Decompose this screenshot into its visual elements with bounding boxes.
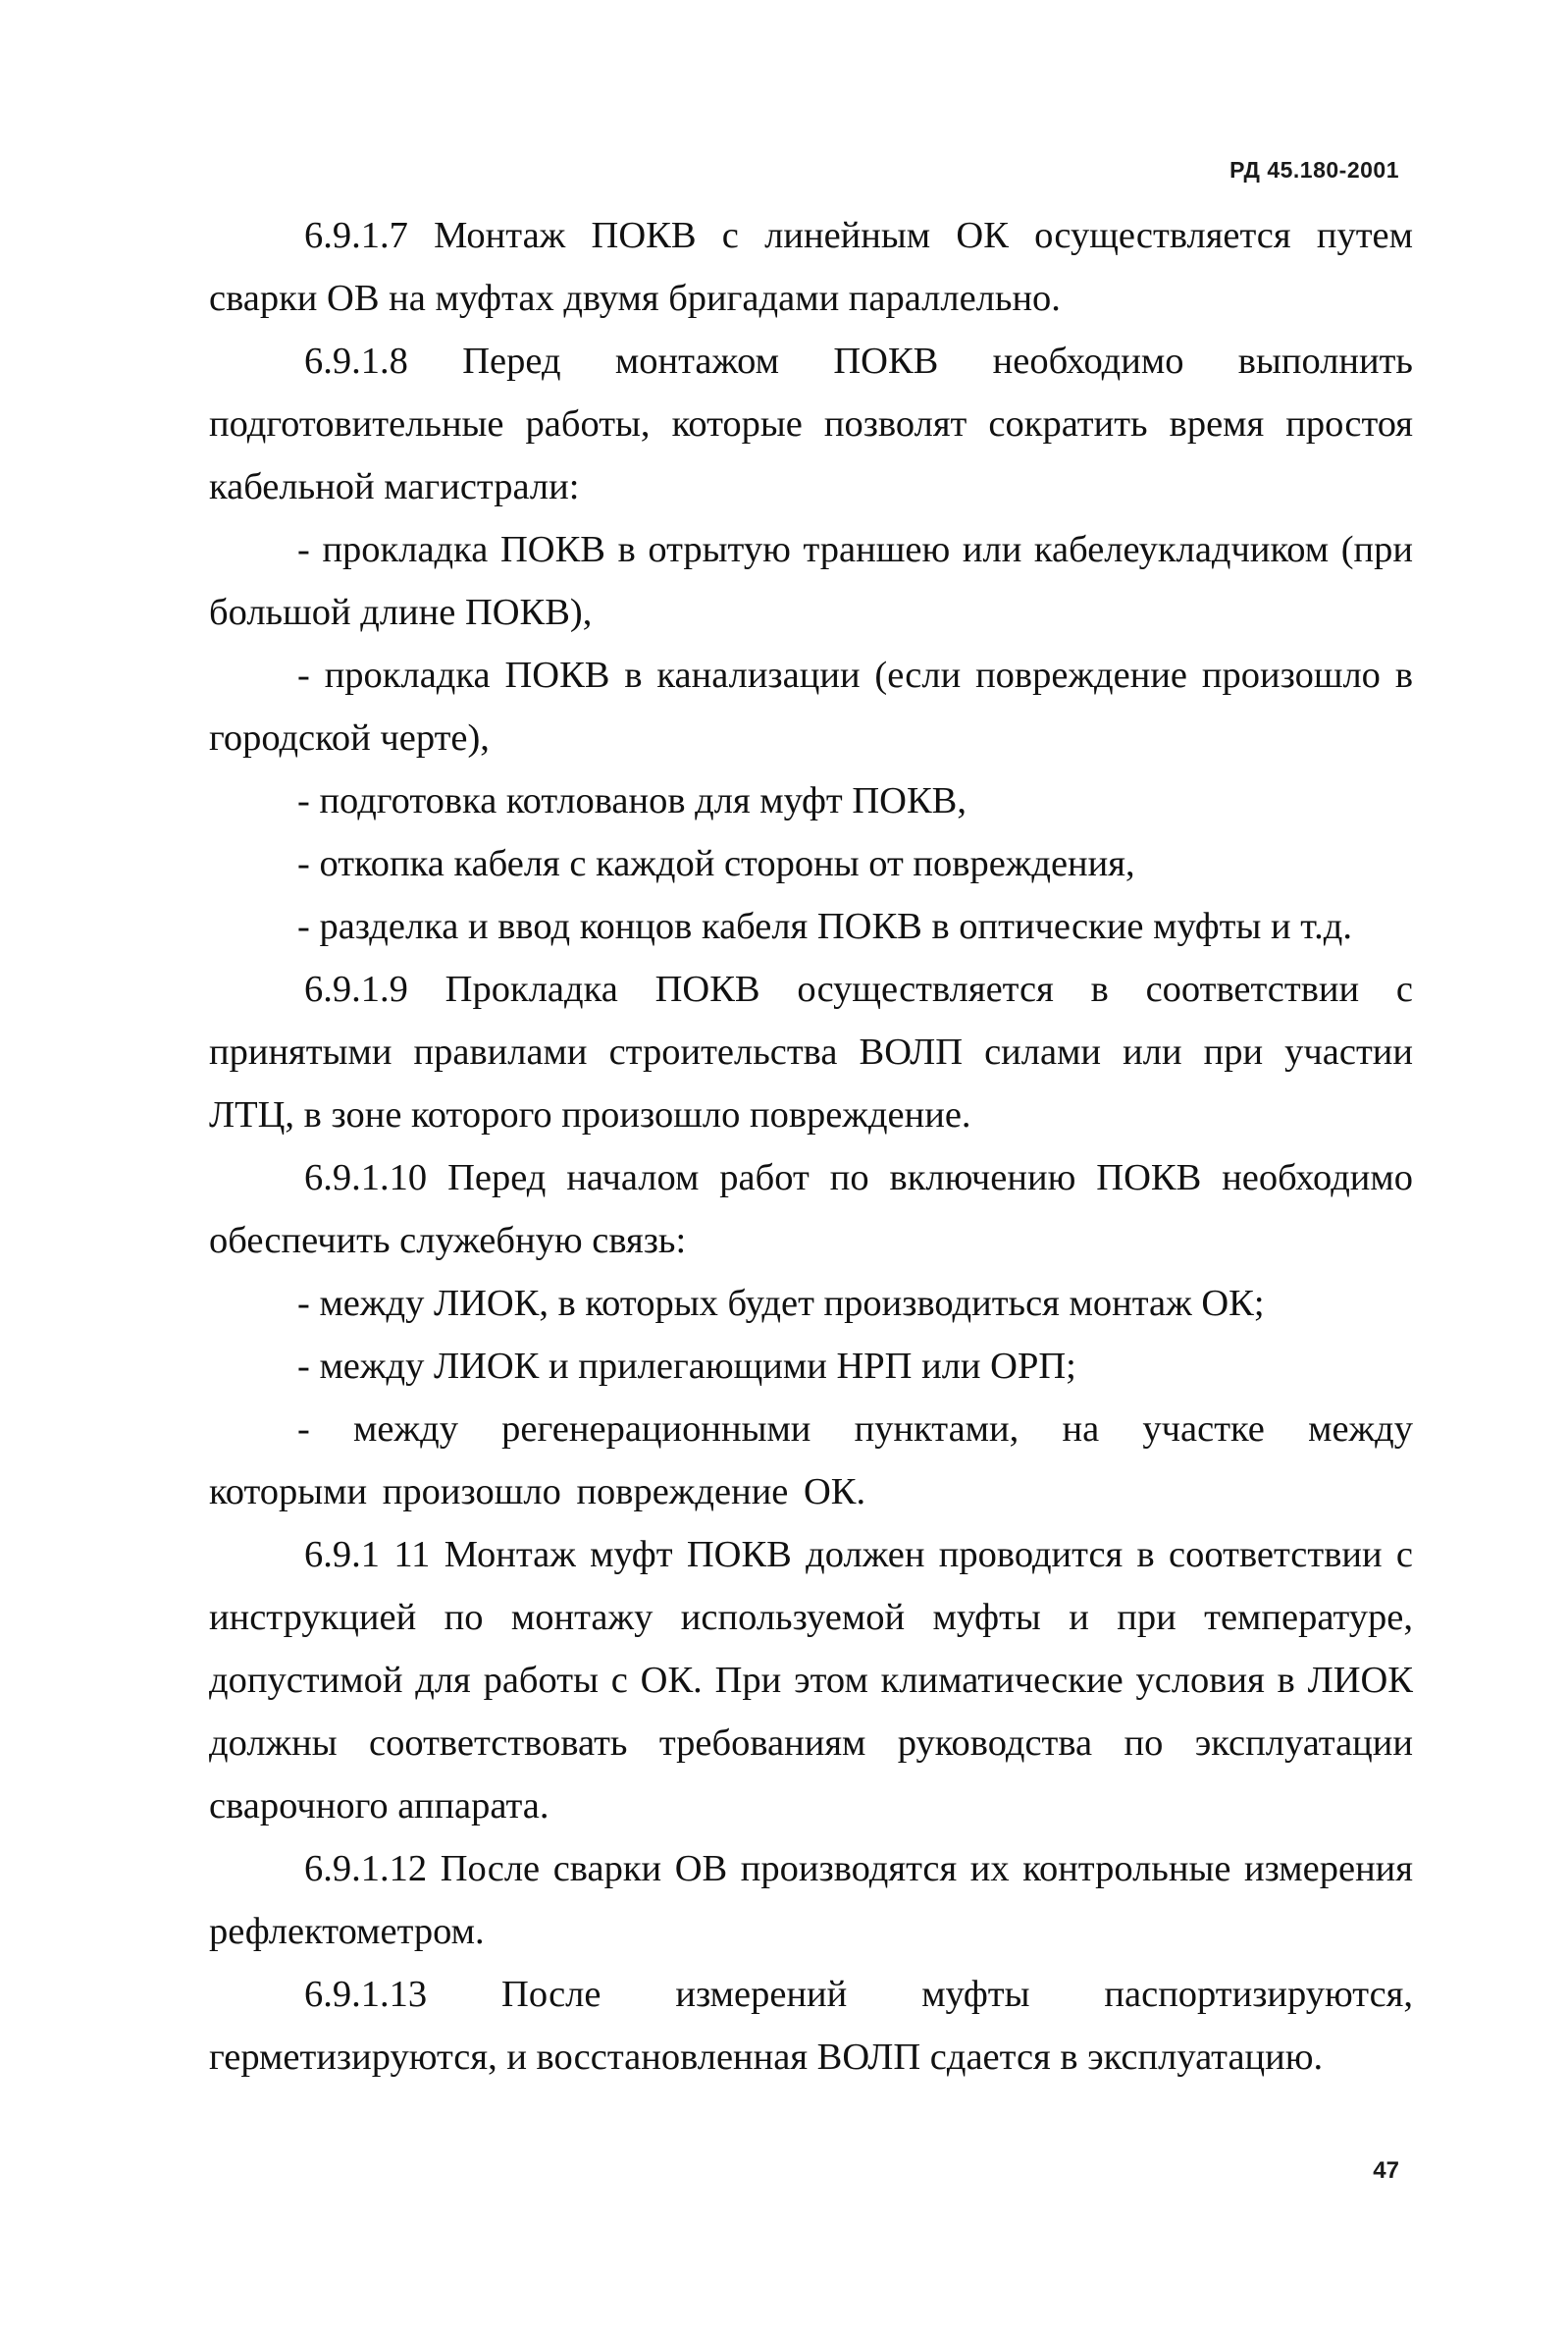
page-number: 47 xyxy=(1373,2157,1399,2184)
list-item: - прокладка ПОКВ в отрытую траншею или кабелеукладчиком (при большой длине ПОКВ), xyxy=(209,529,1413,633)
list-item: - между регенерационными пунктами, на участке между которыми произошло повреждение ОК. xyxy=(209,1408,1413,1512)
paragraph-6-9-1-7: 6.9.1.7 Монтаж ПОКВ с линейным ОК осуществляется путем сварки ОВ на муфтах двумя бригадами параллельно. xyxy=(209,215,1413,319)
list-item: - разделка и ввод концов кабеля ПОКВ в оптические муфты и т.д. xyxy=(297,906,1352,947)
document-code: РД 45.180-2001 xyxy=(1229,157,1399,183)
paragraph-6-9-1-11: 6.9.1 11 Монтаж муфт ПОКВ должен проводится в соответствии с инструкцией по монтажу используемой муфты и при температуре, допустимой для работы с ОК. При этом климатические условия в ЛИОК должны соответствовать требованиям руководства по эксплуатации сварочного аппарата. xyxy=(209,1534,1413,1826)
list-item: - между ЛИОК, в которых будет производиться монтаж ОК; xyxy=(297,1283,1265,1324)
list-item: - откопка кабеля с каждой стороны от повреждения, xyxy=(297,843,1135,884)
paragraph-6-9-1-10: 6.9.1.10 Перед началом работ по включению ПОКВ необходимо обеспечить служебную связь: xyxy=(209,1157,1413,1261)
paragraph-6-9-1-12: 6.9.1.12 После сварки ОВ производятся их контрольные измерения рефлектометром. xyxy=(209,1848,1413,1952)
document-body xyxy=(209,204,1413,2089)
paragraph-6-9-1-9: 6.9.1.9 Прокладка ПОКВ осуществляется в соответствии с принятыми правилами строительства ВОЛП силами или при участии ЛТЦ, в зоне которого произошло повреждение. xyxy=(209,969,1413,1136)
list-item: - прокладка ПОКВ в канализации (если повреждение произошло в городской черте), xyxy=(209,655,1413,759)
list-item: - между ЛИОК и прилегающими НРП или ОРП; xyxy=(297,1346,1076,1387)
paragraph-6-9-1-8: 6.9.1.8 Перед монтажом ПОКВ необходимо выполнить подготовительные работы, которые позволят сократить время простоя кабельной магистрали: xyxy=(209,341,1413,507)
list-item: - подготовка котлованов для муфт ПОКВ, xyxy=(297,780,967,821)
paragraph-6-9-1-13: 6.9.1.13 После измерений муфты паспортизируются, герметизируются, и восстановленная ВОЛП сдается в эксплуатацию. xyxy=(209,1974,1413,2078)
